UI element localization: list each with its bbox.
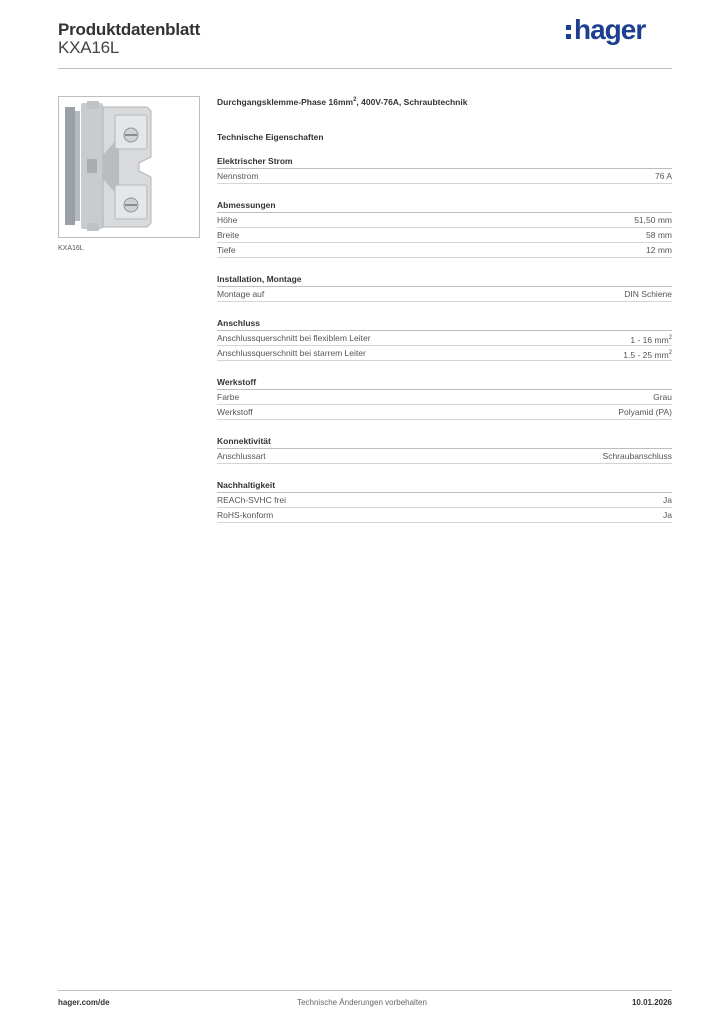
- product-image: [58, 96, 200, 238]
- footer-date: 10.01.2026: [631, 998, 672, 1007]
- spec-value: 12 mm: [646, 245, 672, 255]
- logo-text: hager: [574, 14, 646, 45]
- spec-label: REACh-SVHC frei: [217, 495, 286, 505]
- spec-value-wrap: [663, 493, 672, 507]
- spec-value: 1 - 16 mm: [630, 334, 669, 345]
- spec-row: [217, 493, 672, 508]
- spec-section: [217, 200, 672, 258]
- spec-label: Montage auf: [217, 289, 265, 299]
- spec-label: Breite: [217, 230, 240, 240]
- spec-value: 76 A: [654, 171, 672, 181]
- footer-divider: [58, 990, 672, 991]
- spec-value: DIN Schiene: [624, 289, 672, 299]
- logo-dots-icon: [566, 25, 571, 39]
- section-title: Konnektivität: [217, 436, 672, 449]
- terminal-block-image: [59, 97, 199, 237]
- spec-row: [217, 331, 672, 346]
- spec-label: Nennstrom: [217, 171, 259, 181]
- header-title: Produktdatenblatt: [58, 20, 201, 39]
- spec-row: [217, 508, 672, 523]
- spec-sections: [217, 156, 672, 523]
- spec-section: [217, 274, 672, 302]
- section-title: Installation, Montage: [217, 274, 672, 287]
- spec-row: [217, 169, 672, 184]
- spec-section: [217, 377, 672, 420]
- spec-label: Anschlussart: [217, 451, 266, 461]
- spec-value-wrap: [603, 449, 672, 463]
- spec-row: [217, 449, 672, 464]
- spec-label: Anschlussquerschnitt bei flexiblem Leiter: [217, 333, 371, 343]
- spec-section: [217, 318, 672, 361]
- spec-value: 58 mm: [646, 230, 672, 240]
- section-title: Nachhaltigkeit: [217, 480, 672, 493]
- spec-value: 51,50 mm: [634, 215, 672, 225]
- spec-row: [217, 243, 672, 258]
- section-title: Elektrischer Strom: [217, 156, 672, 169]
- footer-disclaimer: Technische Änderungen vorbehalten: [297, 998, 427, 1007]
- hager-logo[interactable]: [566, 14, 645, 46]
- spec-value-wrap: [653, 390, 672, 404]
- spec-value-wrap: [630, 331, 672, 345]
- description-rest: , 400V-76A, Schraubtechnik: [356, 97, 468, 107]
- description-text: Durchgangsklemme-Phase 16mm: [217, 97, 354, 107]
- properties-heading: Technische Eigenschaften: [217, 132, 324, 142]
- spec-value: Ja: [663, 495, 672, 505]
- spec-row: [217, 228, 672, 243]
- spec-value-wrap: [618, 405, 672, 419]
- spec-value-superscript: 2: [668, 350, 672, 356]
- spec-row: [217, 390, 672, 405]
- spec-content: [217, 96, 672, 523]
- description-superscript: 2: [353, 97, 357, 104]
- spec-label: Anschlussquerschnitt bei starrem Leiter: [217, 348, 366, 358]
- spec-value: Ja: [663, 510, 672, 520]
- product-code: KXA16L: [58, 38, 120, 57]
- spec-value: Polyamid (PA): [618, 407, 672, 417]
- spec-label: RoHS-konform: [217, 510, 274, 520]
- spec-value-wrap: [634, 213, 672, 227]
- spec-label: Werkstoff: [217, 407, 253, 417]
- spec-value-wrap: [646, 243, 672, 257]
- spec-row: [217, 346, 672, 361]
- spec-value-wrap: [663, 508, 672, 522]
- section-title: Werkstoff: [217, 377, 672, 390]
- spec-section: [217, 480, 672, 523]
- spec-label: Höhe: [217, 215, 238, 225]
- spec-row: [217, 287, 672, 302]
- spec-section: [217, 436, 672, 464]
- spec-value-wrap: [623, 346, 672, 360]
- spec-value-wrap: [624, 287, 672, 301]
- section-title: Abmessungen: [217, 200, 672, 213]
- spec-value: Grau: [653, 392, 672, 402]
- spec-label: Tiefe: [217, 245, 236, 255]
- spec-value-wrap: [646, 228, 672, 242]
- spec-value: 1.5 - 25 mm: [623, 349, 669, 360]
- product-caption: KXA16L: [58, 245, 84, 252]
- spec-label: Farbe: [217, 392, 240, 402]
- section-title: Anschluss: [217, 318, 672, 331]
- spec-value: Schraubanschluss: [602, 451, 672, 461]
- footer-website-link[interactable]: hager.com/de: [58, 998, 110, 1007]
- spec-row: [217, 405, 672, 420]
- header-divider: [58, 68, 672, 69]
- spec-value-wrap: [655, 169, 672, 183]
- spec-value-superscript: 2: [668, 335, 672, 341]
- product-description: [217, 97, 672, 107]
- spec-row: [217, 213, 672, 228]
- spec-section: [217, 156, 672, 184]
